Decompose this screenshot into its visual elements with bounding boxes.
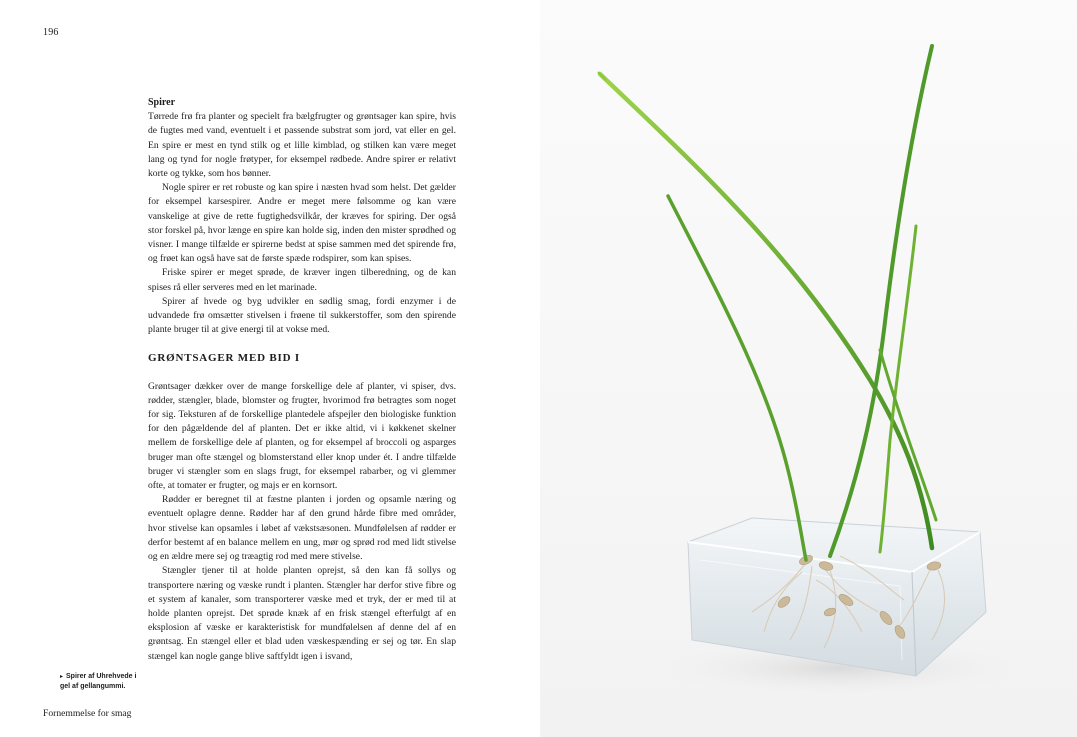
right-page-photo: [540, 0, 1077, 737]
page-number: 196: [43, 27, 59, 38]
caption-text: Spirer af Uhrehvede i gel af gellangummi.: [60, 673, 137, 690]
sprout-leaves: [598, 46, 936, 560]
running-footer: Fornemmelse for smag: [43, 708, 132, 719]
paragraph: Grøntsager dækker over de mange forskellige dele af planter, vi spiser, dvs. rødder, stængler, blade, blomster og frugter, hvorimod frø betragtes som noget for sig. Teksturen af de forskellige plantedele afspejler den biologiske funktion for den pågældende del af planten. Det er ikke altid, vi i køkkenet skelner mellem de forskellige dele af planten, og for eksempel af broccoli og asparges bruger man ofte stængel og blomsterstand eller knop under ét. I andre tilfælde bruger vi stængler som en slags frugt, for eksempel rabarber, og vi glemmer ofte, at tomater er frugter, og majs er en kornsort.: [148, 380, 456, 492]
text-column: [148, 96, 456, 664]
paragraph: Spirer af hvede og byg udvikler en sødlig smag, fordi enzymer i de udvandede frø omsætter stivelsen i frøene til sukkerstoffer, som den spirende plante bruger til at give energi til at vokse med.: [148, 295, 456, 336]
sprouts-in-gel-photo: [540, 0, 1077, 737]
paragraph: Rødder er beregnet til at fæstne planten i jorden og opsamle næring og eventuelt oplagre denne. Rødder har af den grund hårde fibre med områder, hvor stivelse kan opsamles i løbet af vækstsæsonen. Mundfølelsen af rødder er derfor bestemt af en balance mellem en ung, mør og sprød rod med lidt stivelse og en ældre mere sej og træagtig rod med mere stivelse.: [148, 494, 456, 563]
photo-caption: [60, 672, 142, 691]
caption-arrow-icon: ▸: [60, 674, 64, 680]
paragraph: Nogle spirer er ret robuste og kan spire i næsten hvad som helst. Det gælder for eksempel karsespirer. Andre er meget mere følsomme og kan være vanskelige at give de rette fugtighedsvilkår, der kræves for spiring. Der også stor forskel på, hvor længe en spire kan holde sig, inden den mister sprødhed og visner. I mange tilfælde er spirerne bedst at spise sammen med det spirende frø, og frøet kan også have sat de første spæde rodspirer, som kan spises.: [148, 182, 456, 265]
chapter-heading: GRØNTSAGER MED BID I: [148, 352, 300, 365]
section-title: Spirer: [148, 97, 176, 108]
paragraph: Friske spirer er meget sprøde, de kræver ingen tilberedning, og de kan spises rå eller serveres med en let marinade.: [148, 267, 456, 293]
paragraph: Tørrede frø fra planter og specielt fra bælgfrugter og grøntsager kan spire, hvis de fugtes med vand, eventuelt i et passende substrat som jord, vat eller en gel. En spire er mest en tynd stilk og et lille kimblad, og stilken kan være meget lang og tynd for nogle frøtyper, for eksempel rødbede. Andre spirer er relativt korte og tykke, som hos bønner.: [148, 111, 456, 180]
paragraph: Stængler tjener til at holde planten oprejst, så den kan få sollys og transportere næring og væske rundt i planten. Stængler har derfor stive fibre og et system af kanaler, som transporterer væske med et tryk, der er med til at holde planten oprejst. Det sprøde knæk af en frisk stængel efterfulgt af en eksplosion af væske er karakteristisk for mundfølelsen af denne del af en grøntsag. En stængel eller et blad uden væskespænding er sej og tør. En slap stængel kan nogle gange blive saftfyldt igen i isvand,: [148, 565, 456, 662]
